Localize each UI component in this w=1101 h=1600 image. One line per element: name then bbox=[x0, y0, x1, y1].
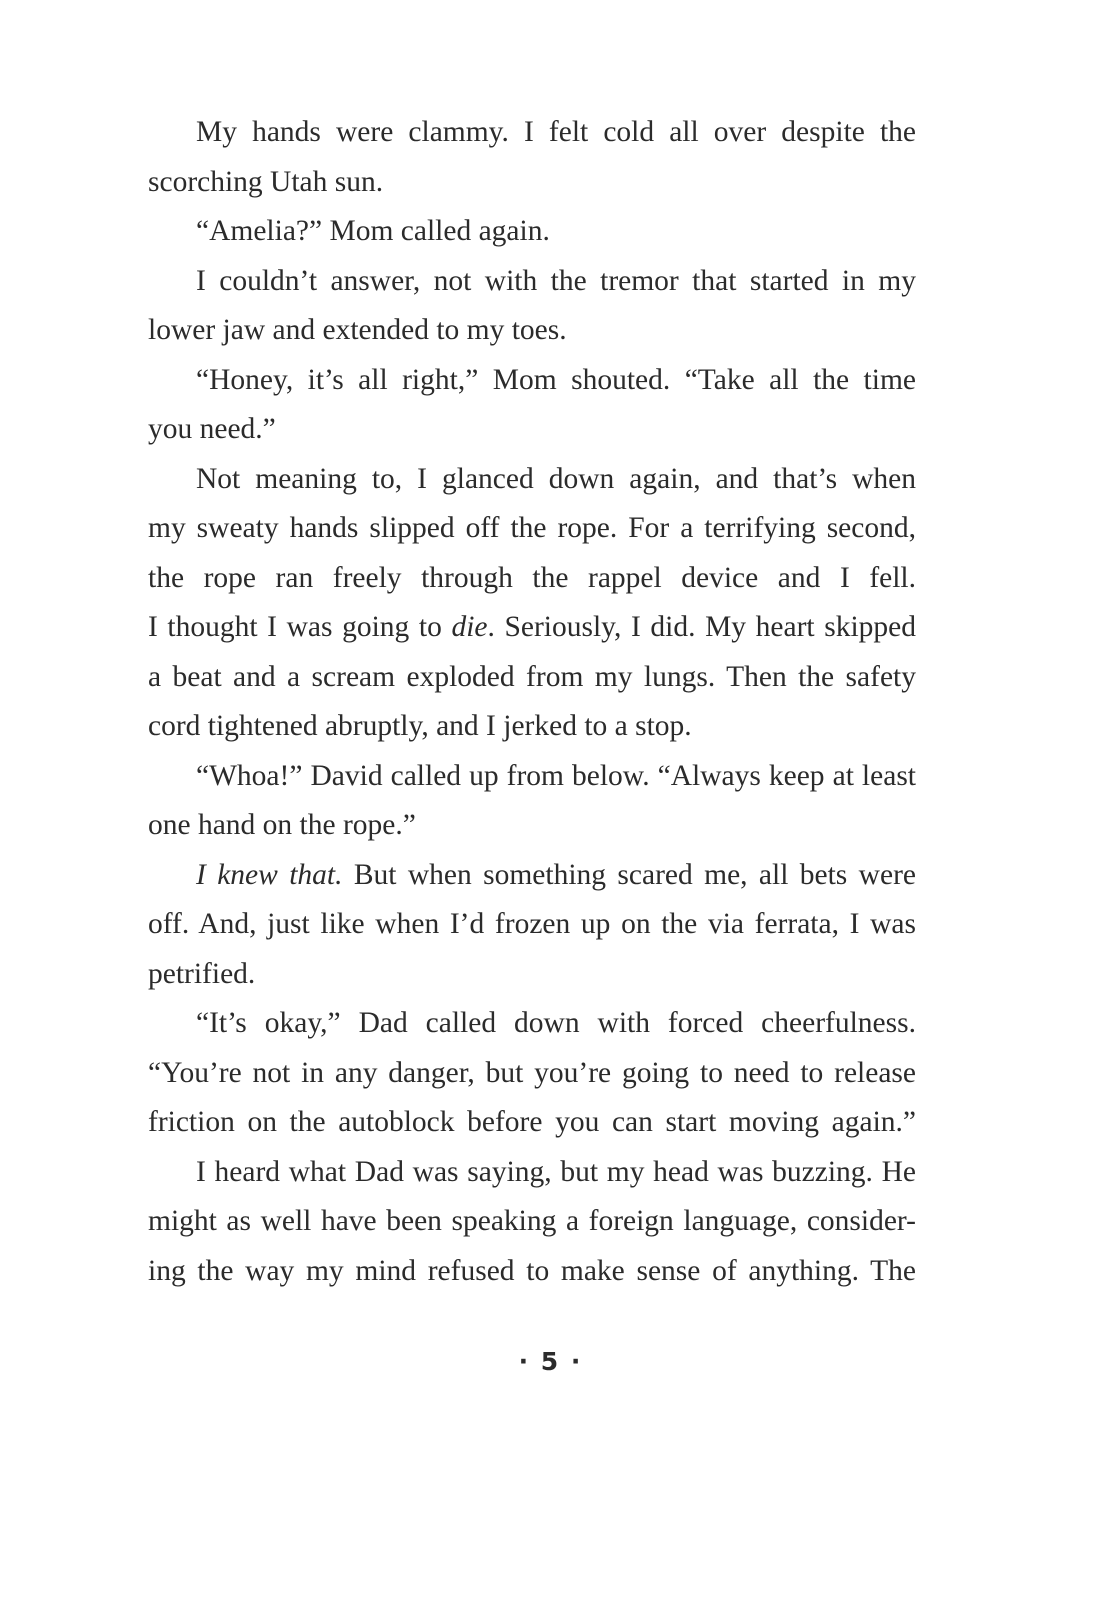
text-segment: cord tightened abruptly, and I jerked to a stop. bbox=[148, 710, 692, 742]
text-segment: “It’s okay,” Dad called down with forced cheerfulness. bbox=[196, 1007, 916, 1039]
text-line bbox=[148, 1148, 916, 1198]
text-segment: I couldn’t answer, not with the tremor that started in my bbox=[196, 264, 916, 297]
text-line bbox=[148, 108, 916, 158]
text-line bbox=[148, 1247, 916, 1297]
text-line bbox=[148, 504, 916, 554]
text-segment: “You’re not in any danger, but you’re going to need to release bbox=[148, 1056, 916, 1089]
text-segment: the rope ran freely through the rappel device and I fell. bbox=[148, 561, 916, 594]
text-line bbox=[148, 1197, 916, 1247]
text-line bbox=[148, 554, 916, 604]
text-segment: ing the way my mind refused to make sense of anything. The bbox=[148, 1254, 916, 1287]
text-line bbox=[148, 356, 916, 406]
text-line bbox=[148, 900, 916, 950]
text-line bbox=[148, 752, 916, 802]
text-line bbox=[148, 257, 916, 307]
text-segment: . Seriously, I did. My heart skipped bbox=[487, 611, 916, 643]
text-segment: “Amelia?” Mom called again. bbox=[196, 215, 550, 247]
body-text bbox=[148, 108, 916, 1296]
text-segment: “Honey, it’s all right,” Mom shouted. “Take all the time bbox=[196, 363, 916, 396]
text-line bbox=[148, 851, 916, 901]
text-segment: off. And, just like when I’d frozen up on the via ferrata, I was bbox=[148, 908, 916, 940]
italic-text: I knew that. bbox=[196, 858, 343, 891]
text-segment: I heard what Dad was saying, but my head was buzzing. He bbox=[196, 1155, 916, 1188]
text-segment: my sweaty hands slipped off the rope. For a terrifying second, bbox=[148, 512, 916, 544]
text-segment: a beat and a scream exploded from my lungs. Then the safety bbox=[148, 660, 916, 693]
text-segment: scorching Utah sun. bbox=[148, 165, 384, 198]
text-line bbox=[148, 801, 916, 851]
page-number: · 5 · bbox=[518, 1347, 583, 1376]
text-segment: might as well have been speaking a foreign language, consider- bbox=[148, 1205, 916, 1237]
text-segment: I thought I was going to bbox=[148, 611, 452, 643]
text-line bbox=[148, 1098, 916, 1148]
text-line bbox=[148, 653, 916, 703]
text-line bbox=[148, 1049, 916, 1099]
text-segment: “Whoa!” David called up from below. “Always keep at least bbox=[196, 759, 916, 792]
text-line bbox=[148, 158, 916, 208]
text-line bbox=[148, 999, 916, 1049]
text-segment: lower jaw and extended to my toes. bbox=[148, 314, 567, 346]
text-segment: one hand on the rope.” bbox=[148, 809, 416, 841]
text-segment: petrified. bbox=[148, 957, 256, 990]
text-segment: friction on the autoblock before you can start moving again.” bbox=[148, 1106, 916, 1138]
text-segment: Not meaning to, I glanced down again, and that’s when bbox=[196, 462, 916, 495]
text-segment: you need.” bbox=[148, 413, 276, 445]
text-segment: But when something scared me, all bets were bbox=[342, 858, 916, 891]
text-segment: My hands were clammy. I felt cold all over despite the bbox=[196, 116, 916, 148]
text-line bbox=[148, 455, 916, 505]
text-line bbox=[148, 702, 916, 752]
italic-text: die bbox=[451, 611, 488, 643]
text-line bbox=[148, 306, 916, 356]
text-line bbox=[148, 207, 916, 257]
text-line bbox=[148, 950, 916, 1000]
text-line bbox=[148, 603, 916, 653]
text-line bbox=[148, 405, 916, 455]
